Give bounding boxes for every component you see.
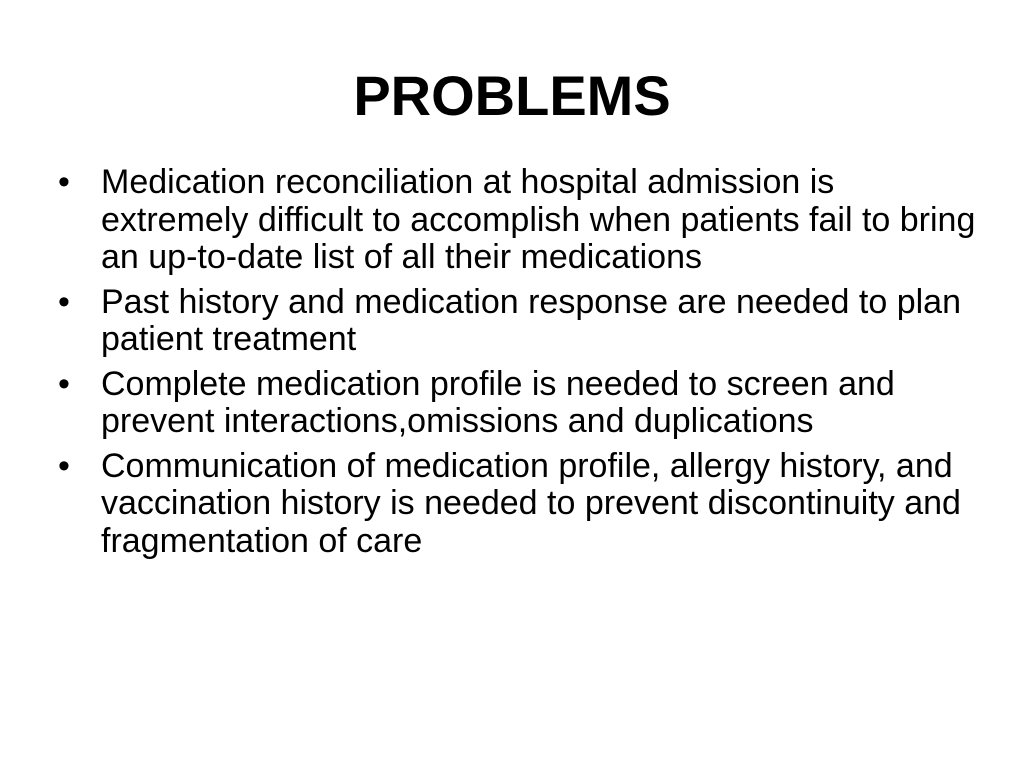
bullet-icon: •	[58, 163, 70, 201]
bullet-text: Complete medication profile is needed to screen and prevent interactions,omissions and duplications	[101, 364, 895, 440]
bullet-icon: •	[58, 364, 70, 403]
bullet-item	[58, 366, 978, 441]
bullet-text: Past history and medication response are needed to plan patient treatment	[101, 282, 961, 358]
bullet-item	[58, 448, 978, 561]
bullet-item	[58, 284, 978, 359]
bullet-text: Medication reconciliation at hospital admission is extremely difficult to accomplish when patients fail to bring an up-to-date list of all their medications	[101, 163, 976, 276]
slide-title: PROBLEMS	[353, 64, 671, 127]
bullet-icon: •	[58, 282, 70, 321]
bullet-icon: •	[58, 446, 70, 485]
bullet-item	[58, 164, 978, 277]
bullet-text: Communication of medication profile, allergy history, and vaccination history is needed to prevent discontinuity and fragmentation of care	[101, 446, 961, 560]
bullet-list	[58, 164, 978, 567]
